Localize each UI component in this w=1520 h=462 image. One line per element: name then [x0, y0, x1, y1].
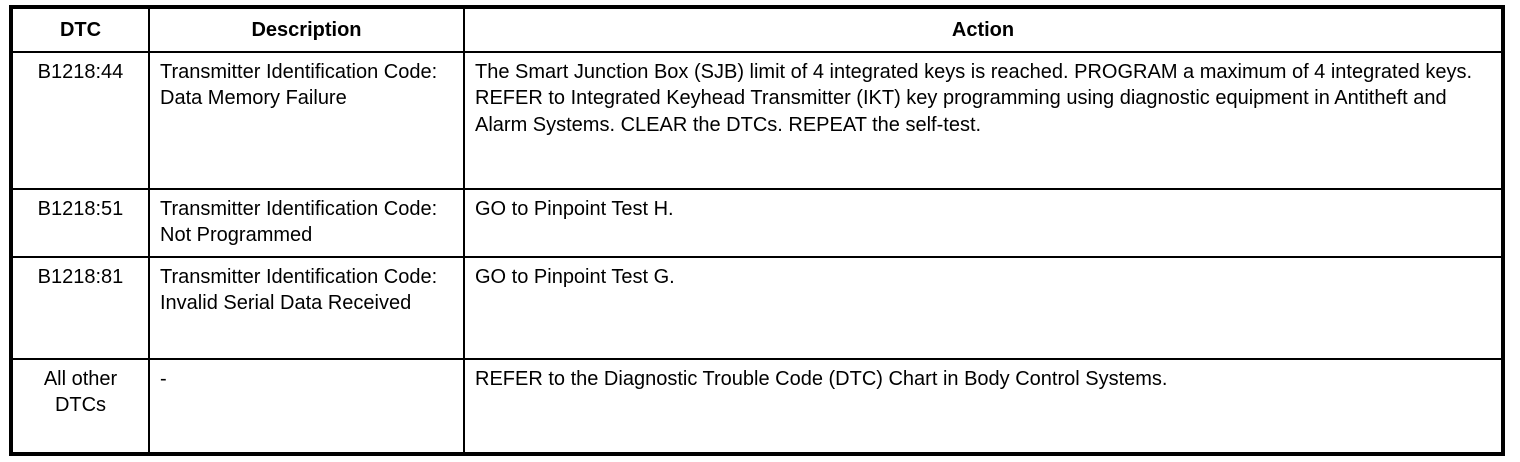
- dtc-cell: B1218:44: [11, 52, 149, 189]
- description-cell: Transmitter Identification Code: Data Memory Failure: [149, 52, 464, 189]
- description-column-header: Description: [149, 7, 464, 52]
- table-header-row: [11, 7, 1503, 52]
- description-cell: -: [149, 359, 464, 454]
- table-row: [11, 257, 1503, 359]
- dtc-cell: B1218:81: [11, 257, 149, 359]
- table-row: [11, 189, 1503, 257]
- action-cell: The Smart Junction Box (SJB) limit of 4 integrated keys is reached. PROGRAM a maximum of 4 integrated keys. REFER to Integrated Keyhead Transmitter (IKT) key programming using diagnostic equipment in Antitheft and Alarm Systems. CLEAR the DTCs. REPEAT the self-test.: [464, 52, 1503, 189]
- dtc-column-header: DTC: [11, 7, 149, 52]
- action-column-header: Action: [464, 7, 1503, 52]
- action-cell: REFER to the Diagnostic Trouble Code (DTC) Chart in Body Control Systems.: [464, 359, 1503, 454]
- action-cell: GO to Pinpoint Test H.: [464, 189, 1503, 257]
- dtc-chart-table: [9, 5, 1505, 456]
- table-row: [11, 359, 1503, 454]
- action-cell: GO to Pinpoint Test G.: [464, 257, 1503, 359]
- description-cell: Transmitter Identification Code: Invalid Serial Data Received: [149, 257, 464, 359]
- description-cell: Transmitter Identification Code: Not Programmed: [149, 189, 464, 257]
- dtc-cell: B1218:51: [11, 189, 149, 257]
- table-row: [11, 52, 1503, 189]
- dtc-cell: All other DTCs: [11, 359, 149, 454]
